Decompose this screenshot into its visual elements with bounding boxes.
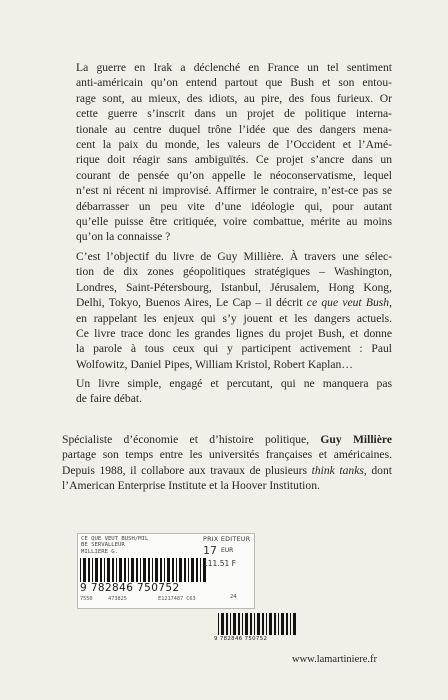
text-line: Delhi, Tokyo, Buenos Aires, Le Cap – il décrit ce que veut Bush,	[76, 296, 392, 310]
text-line: n’est ni récent ni improvisé. Affirmer le contraire, n’est-ce pas se	[76, 184, 392, 198]
text-line: cent la paix du monde, les valeurs de l’Occident et l’Amé-	[76, 138, 392, 152]
publisher-website: www.lamartiniere.fr	[292, 654, 378, 665]
price-frf: 111.51 F	[203, 559, 236, 568]
price-value: 17	[203, 544, 217, 557]
text-line: l’American Enterprise Institute et la Hoover Institution.	[62, 479, 320, 493]
blurb-paragraph-3	[62, 376, 392, 407]
sticker-footer-codes	[80, 596, 196, 602]
text-line: tion de dix zones géopolitiques stratégiques – Washington,	[76, 265, 392, 279]
text-line: cette guerre s’inscrit dans un projet de politique interna-	[76, 107, 392, 121]
text-line: en rappelant les enjeux qui s’y jouent et les dangers actuels.	[76, 311, 392, 325]
sticker-number: 24	[230, 594, 237, 600]
sticker-isbn: 9 782846 750752	[80, 582, 180, 594]
text-line: Depuis 1988, il collabore aux travaux de plusieurs think tanks, dont	[62, 463, 392, 477]
main-barcode	[218, 613, 298, 635]
text-line: la parole à tous ceux qui y participent activement : Paul	[76, 342, 392, 356]
price-unit: EUR	[221, 547, 234, 554]
sticker-foot-left: 7550	[80, 596, 93, 602]
text-line: Londres, Saint-Pétersbourg, Istanbul, Jérusalem, Hong Kong,	[76, 280, 392, 294]
text-line: anti-américain qu’on entend partout que Bush et son entou-	[76, 76, 392, 90]
text-line: C’est l’objectif du livre de Guy Millière. À travers une sélec-	[76, 250, 392, 263]
text-line: partage son temps entre les universités françaises et américaines.	[62, 448, 392, 462]
text-line: Wolfowitz, Daniel Pipes, William Kristol, Robert Kaplan…	[76, 357, 353, 371]
text-line: Un livre simple, engagé et percutant, qui ne manquera pas	[76, 377, 392, 390]
author-bio	[62, 432, 392, 494]
text-line: débarrasser un peu vite d’une idéologie qui, pour autant	[76, 199, 392, 213]
text-line: de faire débat.	[76, 392, 142, 406]
text-line: rique doit réagir sans ambiguïtés. Ce projet s’ancre dans un	[76, 153, 392, 167]
blurb-paragraph-2	[62, 249, 392, 372]
sticker-foot-right: E1217487 C63	[158, 596, 196, 602]
text-line: La guerre en Irak a déclenché en France un tel sentiment	[76, 61, 392, 74]
barcode-sticker	[77, 533, 255, 609]
text-line: rage sont, au mieux, des idiots, au pire, des fous furieux. Or	[76, 91, 392, 105]
main-isbn: 9 782846 750752	[214, 636, 268, 642]
text-line: tionale au centre duquel trône l’idée que des dangers mena-	[76, 122, 392, 136]
blurb-paragraph-1	[62, 60, 392, 245]
price-label: PRIX EDITEUR	[203, 536, 251, 543]
text-line: courant de pensée qu’on appelle le néoconservatisme, lequel	[76, 168, 392, 182]
sticker-foot-mid: 473825	[108, 596, 127, 602]
text-line: Spécialiste d’économie et d’histoire politique, Guy Millière	[62, 433, 393, 446]
text-line: Ce livre trace donc les grandes lignes du projet Bush, et donne	[76, 327, 392, 341]
text-line: qu’elle puisse être critiquée, voire combattue, mérite au moins	[76, 215, 392, 229]
sticker-title-text: CE QUE VEUT BUSH/MIL BE SERVALLEUR MILLIERE G.	[81, 536, 149, 555]
sticker-barcode	[80, 558, 210, 582]
text-line: qu’on la connaisse ?	[76, 230, 171, 244]
